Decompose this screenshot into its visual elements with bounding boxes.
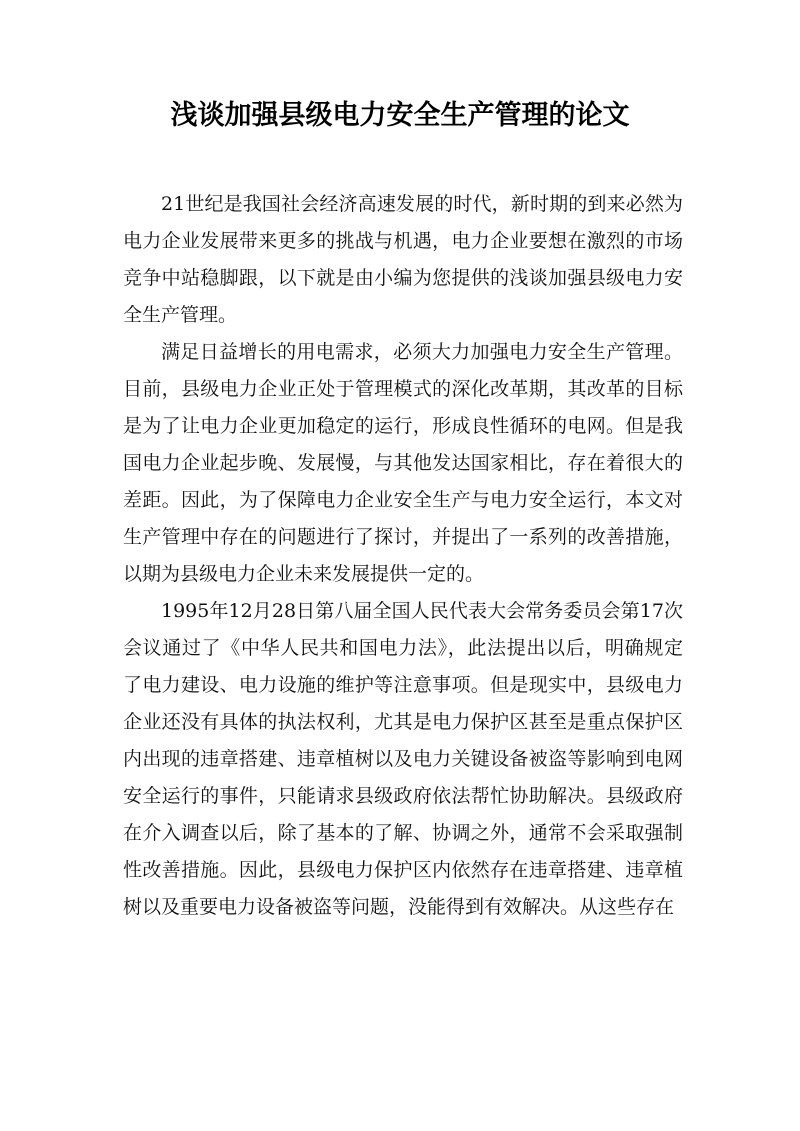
paragraph-1: 21世纪是我国社会经济高速发展的时代，新时期的到来必然为电力企业发展带来更多的挑战与机遇，电力企业要想在激烈的市场竞争中站稳脚跟，以下就是由小编为您提供的浅谈加强县级电力安全生产管理。 (123, 193, 683, 326)
document-title: 浅谈加强县级电力安全生产管理的论文 (170, 100, 630, 131)
document-body (123, 186, 683, 926)
paragraph-3: 1995年12月28日第八届全国人民代表大会常务委员会第17次会议通过了《中华人民共和国电力法》，此法提出以后，明确规定了电力建设、电力设施的维护等注意事项。但是现实中，县级电力企业还没有具体的执法权利，尤其是电力保护区甚至是重点保护区内出现的违章搭建、违章植树以及电力关键设备被盗等影响到电网安全运行的事件，只能请求县级政府依法帮忙协助解决。县级政府在介入调查以后，除了基本的了解、协调之外，通常不会采取强制性改善措施。因此，县级电力保护区内依然存在违章搭建、违章植树以及重要电力设备被盗等问题，没能得到有效解决。从这些存在 (123, 600, 683, 918)
paragraph-2: 满足日益增长的用电需求，必须大力加强电力安全生产管理。目前，县级电力企业正处于管理模式的深化改革期，其改革的目标是为了让电力企业更加稳定的运行，形成良性循环的电网。但是我国电力企业起步晚、发展慢，与其他发达国家相比，存在着很大的差距。因此，为了保障电力企业安全生产与电力安全运行，本文对生产管理中存在的问题进行了探讨，并提出了一系列的改善措施，以期为县级电力企业未来发展提供一定的。 (123, 341, 683, 585)
